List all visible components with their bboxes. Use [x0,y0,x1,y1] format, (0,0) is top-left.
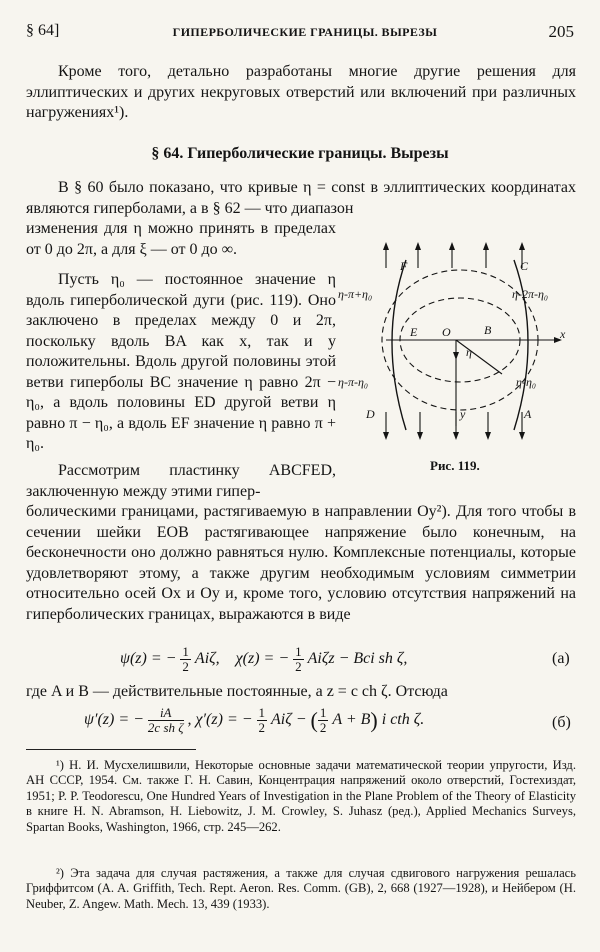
intro-paragraph: Кроме того, детально разработаны многие другие решения для эллиптических и других некруговых отверстий или включений при различных нагружениях¹). [26,63,576,121]
fracb2-num: 1 [258,705,266,720]
frac2-den: 2 [295,659,302,674]
running-title: ГИПЕРБОЛИЧЕСКИЕ ГРАНИЦЫ. ВЫРЕЗЫ [172,25,438,39]
formula-a [120,645,407,674]
figure-119-diagram [336,240,572,454]
fracb1-num: iA [148,706,184,721]
formula-b-tail: i cth ζ. [381,711,425,729]
label-eta-pi-plus: η-π+η₀ [338,287,373,301]
label-eta-2pi-minus: η-2π-η₀ [512,287,549,301]
formula-b-label: (б) [552,714,571,731]
label-O: O [442,325,451,339]
label-x: x [560,327,566,341]
label-D: D [366,407,375,421]
formula-a-lhs2: χ(z) = − [235,650,290,668]
fracb3-den: 2 [319,720,327,735]
section-heading: § 64. Гиперболические границы. Вырезы [151,145,449,162]
formula-a-rhs2: Aiζz − Bci sh ζ, [307,650,408,668]
footnote-1: ¹) Н. И. Мусхелишвили, Некоторые основные задачи математической теории упругости, Изд. АН СССР, 1954. См. также Г. Н. Савин, Концентрация напряжений около отверстий, Гостехиздат, 1951; P. P. Teodorescu, One Hundred Years of Investigation in the Plane Problem of the Theory of Elasticity в книге H. N. Abramson, H. Liebowitz, J. M. Crowley, S. Juhasz (ред.), Applied Mechanics Surveys, Spartan Books, Washington, 1966, стр. 245—262. [26,758,576,834]
fracb3-num: 1 [319,705,327,720]
page-number: 205 [548,22,574,41]
formula-b-frac1 [148,706,184,735]
fracb2-den: 2 [258,720,266,735]
frac1-den: 2 [182,659,189,674]
paragraph-3-continued: болическими границами, растягиваемую в направлении Oy²). Для того чтобы в сечении шейки EOB растягивающее напряжение было конечным, на бесконечности оно должно равняться нулю. Комплексные потенциалы, которые удовлетворяют этому, а также другим необходимым условиям симметрии относительно осей Ox и Oy и, кроме того, условию отсутствия напряжений на гиперболических границах, выражаются в виде [26,503,576,623]
label-E: E [410,325,418,339]
paragraph-2: Пусть η₀ — постоянное значение η вдоль гиперболической дуги (рис. 119). Оно заключено в пределах между 0 и 2π, поскольку вдоль BA как x, так и y положительны. Вдоль другой половины этой ветви гиперболы BC значение η равно 2π − η₀, а вдоль половины ED другой ветви η равно π − η₀, а вдоль EF значение η равно π + η₀. [26,271,336,452]
paragraph-1-continued: изменения для η можно принять в пределах от 0 до 2π, а для ξ — от 0 до ∞. [26,220,336,258]
figure-caption: Рис. 119. [430,458,480,473]
frac2-num: 1 [295,644,302,659]
header-section-ref: § 64] [26,22,60,39]
label-B: B [484,323,492,337]
label-A: A [524,407,532,421]
formula-b: ψ′(z) = − $\frac{iA}{\text{2c sh ζ}}$ , χ′(z) = − $\frac{1}{2}$ Aiζ − ( $\frac{1}{2}$ A + B) i cth ζ. [84,705,425,735]
formula-b-paren: A + B [332,711,371,729]
footnote-divider [26,749,196,750]
fracb1-den: 2c sh ζ [147,720,184,735]
paragraph-3: Рассмотрим пластинку ABCFED, заключенную между этими гипер- [26,462,336,500]
footnote-2: ²) Эта задача для случая растяжения, а также для случая сдвигового нагружения решалась Гриффитсом (A. A. Griffith, Tech. Rept. Aeron. Res. Comm. (GB), 2, 668 (1927—1928), и Нейбером (H. Neuber, Z. Angew. Math. Mech. 13, 439 (1933). [26,866,576,911]
formula-b-mid: Aiζ − [271,711,307,729]
formula-b-lhs2: , χ′(z) = − [187,711,253,729]
formula-b-lhs1: ψ′(z) = − [84,711,144,729]
label-eta: η [466,345,472,359]
formula-a-label: (a) [552,650,570,667]
between-text: где A и B — действительные постоянные, а z = c ch ζ. Отсюда [26,683,448,700]
formula-b-frac3 [318,706,329,735]
label-y: y [460,407,466,421]
label-eta-pi-minus: η-π-η₀ [338,375,369,389]
formula-a-lhs1: ψ(z) = − [120,650,177,668]
formula-a-frac1 [180,645,191,674]
formula-a-frac2 [293,645,304,674]
frac1-num: 1 [182,644,189,659]
formula-a-rhs1: Aiζ, [194,650,220,668]
paragraph-1: В § 60 было показано, что кривые η = const в эллиптических координатах являются гиперболами, а в § 62 — что диапазон [26,179,576,217]
label-C: C [520,259,529,273]
formula-b-frac2 [257,706,268,735]
label-eta-eta0: η-η₀ [516,375,537,389]
label-F: F [400,259,408,273]
